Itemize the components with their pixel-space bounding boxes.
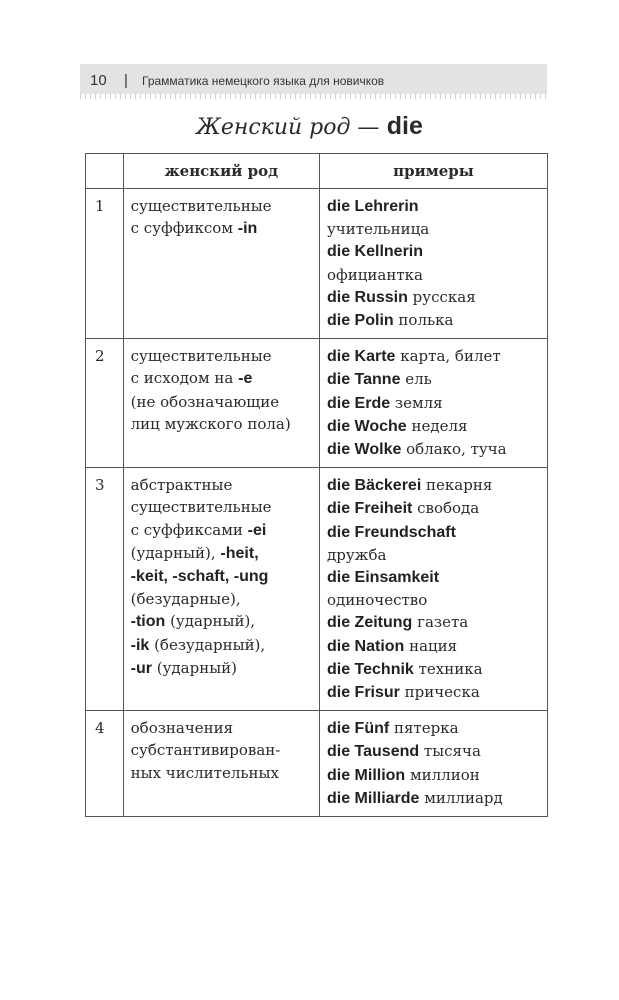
german-term: -ei — [247, 521, 267, 539]
german-term: die Nation — [326, 637, 405, 655]
table-row — [86, 711, 548, 817]
text-line — [131, 610, 313, 633]
russian-text: (ударный), — [130, 543, 221, 562]
gender-table — [85, 153, 548, 817]
russian-text: ель — [400, 370, 432, 389]
russian-text: учительница — [326, 220, 430, 239]
german-term: die Bäckerei — [326, 477, 422, 495]
text-line — [327, 717, 541, 740]
russian-text: пекарня — [421, 476, 493, 495]
text-line — [327, 635, 541, 658]
text-line — [131, 345, 313, 367]
text-line — [327, 681, 541, 704]
russian-text: миллиард — [419, 788, 503, 807]
header-number — [86, 154, 124, 189]
russian-text: газета — [412, 613, 469, 632]
text-line — [131, 519, 313, 542]
german-term: die Erde — [326, 394, 391, 412]
german-term: die Milliarde — [326, 789, 420, 807]
german-term: die Technik — [326, 660, 414, 678]
german-term: die Russin — [326, 288, 408, 306]
text-line — [131, 496, 313, 518]
russian-text: обозначения — [130, 719, 234, 738]
examples-cell — [319, 189, 547, 339]
page-number: 10 — [90, 72, 107, 89]
rule-cell — [123, 339, 319, 468]
text-line — [327, 368, 541, 391]
text-line — [327, 544, 541, 566]
text-line — [327, 309, 541, 332]
book-title: Грамматика немецкого языка для новичков — [142, 74, 385, 88]
table-header-row — [86, 154, 548, 189]
text-line — [131, 565, 313, 588]
russian-text: существительные — [130, 197, 272, 215]
table-row — [86, 339, 548, 468]
russian-text: (ударный), — [165, 612, 256, 631]
text-line — [327, 392, 541, 415]
russian-text: свобода — [412, 499, 480, 518]
row-number: 2 — [86, 339, 124, 468]
text-line — [327, 240, 541, 263]
german-term: die Karte — [326, 348, 396, 366]
russian-text: с суффиксом — [130, 219, 238, 238]
german-term: -ur — [130, 659, 152, 677]
german-term: die Fünf — [326, 720, 390, 738]
russian-text: тысяча — [419, 742, 481, 761]
text-line — [327, 264, 541, 286]
text-line — [131, 657, 313, 680]
russian-text: земля — [390, 393, 443, 412]
text-line — [327, 218, 541, 240]
russian-text: субстантивирован- — [130, 741, 281, 760]
text-line — [131, 195, 313, 217]
german-term: die Wolke — [326, 441, 402, 459]
text-line — [327, 415, 541, 438]
text-line — [131, 762, 313, 784]
russian-text: полька — [393, 311, 454, 330]
german-term: -e — [238, 370, 253, 388]
text-line — [131, 739, 313, 761]
header-examples: примеры — [319, 154, 547, 189]
decorative-border — [80, 94, 547, 99]
row-number: 3 — [86, 468, 124, 711]
german-term: die Einsamkeit — [326, 569, 440, 587]
german-term: -keit, -schaft, -ung — [130, 568, 269, 586]
german-term: die Lehrerin — [326, 198, 419, 215]
text-line — [131, 367, 313, 390]
text-line — [327, 589, 541, 611]
german-term: die Freundschaft — [326, 523, 456, 541]
rule-cell — [123, 711, 319, 817]
text-line — [327, 611, 541, 634]
russian-text: нация — [404, 636, 458, 655]
heading-italic: Женский род — — [196, 115, 380, 140]
german-term: die Freiheit — [326, 500, 413, 518]
text-line — [327, 474, 541, 497]
german-term: die Frisur — [326, 684, 400, 702]
russian-text: (безударные), — [130, 590, 241, 609]
russian-text: русская — [407, 287, 476, 306]
text-line — [131, 391, 313, 413]
russian-text: абстрактные — [130, 476, 233, 495]
german-term: -tion — [130, 613, 166, 631]
russian-text: пятерка — [389, 719, 459, 738]
russian-text: техника — [413, 659, 483, 678]
examples-cell — [319, 339, 547, 468]
russian-text: облако, туча — [401, 440, 507, 459]
russian-text: (безударный), — [149, 635, 266, 654]
german-term: die Zeitung — [326, 614, 413, 632]
header-rule: женский род — [123, 154, 319, 189]
russian-text: официантка — [326, 265, 423, 284]
text-line — [131, 217, 313, 240]
running-head — [80, 64, 547, 94]
text-line — [327, 345, 541, 368]
russian-text: с суффиксами — [130, 520, 248, 539]
text-line — [327, 566, 541, 589]
rule-cell — [123, 468, 319, 711]
text-line — [131, 634, 313, 657]
russian-text: миллион — [405, 765, 480, 784]
russian-text: карта, билет — [395, 347, 501, 366]
russian-text: дружба — [326, 545, 387, 564]
german-term: die Polin — [326, 312, 394, 330]
russian-text: лиц мужского пола) — [130, 414, 291, 433]
text-line — [327, 195, 541, 218]
german-term: die Million — [326, 766, 406, 784]
german-term: die Kellnerin — [326, 243, 424, 261]
russian-text: существительные — [130, 347, 272, 366]
russian-text: прическа — [399, 683, 480, 702]
text-line — [327, 658, 541, 681]
german-term: die Woche — [326, 417, 407, 435]
text-line — [131, 474, 313, 496]
text-line — [327, 787, 541, 810]
table-row — [86, 468, 548, 711]
separator: | — [124, 72, 128, 89]
text-line — [327, 438, 541, 461]
russian-text: неделя — [406, 416, 468, 435]
german-term: -in — [237, 220, 258, 238]
text-line — [327, 521, 541, 544]
section-heading — [0, 112, 619, 141]
russian-text: существительные — [130, 498, 272, 517]
russian-text: с исходом на — [130, 369, 239, 388]
german-term: -ik — [130, 636, 150, 654]
text-line — [327, 286, 541, 309]
heading-article: die — [386, 112, 423, 140]
text-line — [131, 542, 313, 565]
german-term: die Tanne — [326, 371, 401, 389]
row-number: 1 — [86, 189, 124, 339]
text-line — [131, 413, 313, 435]
examples-cell — [319, 468, 547, 711]
russian-text: одиночество — [326, 591, 428, 610]
german-term: -heit, — [220, 544, 259, 562]
text-line — [327, 497, 541, 520]
text-line — [327, 764, 541, 787]
russian-text: ных числительных — [130, 763, 279, 782]
text-line — [131, 717, 313, 739]
table-row — [86, 189, 548, 339]
rule-cell — [123, 189, 319, 339]
russian-text: (не обозначающие — [130, 392, 280, 411]
row-number: 4 — [86, 711, 124, 817]
russian-text: (ударный) — [151, 658, 237, 677]
german-term: die Tausend — [326, 743, 420, 761]
text-line — [131, 588, 313, 610]
text-line — [327, 740, 541, 763]
examples-cell — [319, 711, 547, 817]
